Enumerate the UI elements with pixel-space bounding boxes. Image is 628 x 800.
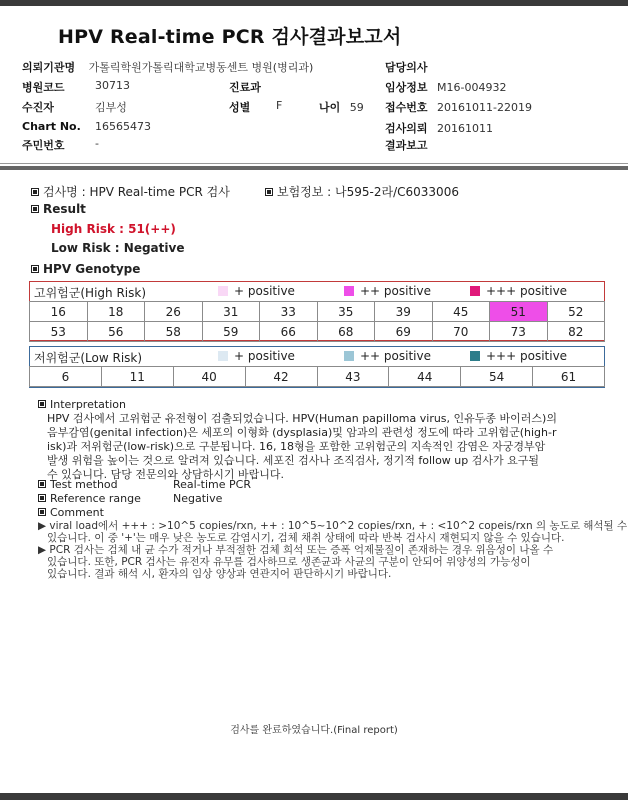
sex-label: 성별	[229, 101, 251, 114]
legend-plus3-label: +++ positive	[486, 349, 568, 363]
genotype-cell: 26	[145, 302, 203, 322]
department-field	[229, 79, 261, 95]
test-request-value: 20161011	[437, 122, 494, 135]
result-heading-line	[31, 202, 86, 216]
table-row	[30, 322, 605, 342]
interpretation-line: 음부감염(genital infection)은 세포의 이형화 (dysplasia)및 암과의 관련성 정도에 따라 고위험군(high-r	[47, 426, 557, 439]
low-risk-header	[29, 346, 605, 366]
legend-plus-label: + positive	[234, 284, 295, 298]
high-risk-group-label: 고위험군(High Risk)	[34, 286, 146, 300]
reference-range-line	[38, 492, 141, 505]
low-risk-group-label: 저위험군(Low Risk)	[34, 351, 143, 365]
comment-line: 있습니다. 또한, PCR 검사는 유전자 유무를 검사하므로 생존균과 사균의 구분이 안되어 위양성의 가능성이	[47, 556, 531, 568]
bullet-square-icon	[31, 205, 39, 213]
reference-range-value: Negative	[173, 492, 223, 505]
bullet-square-icon	[265, 188, 273, 196]
age-value: 59	[349, 101, 364, 114]
genotype-cell: 6	[30, 367, 102, 387]
hospital-code-label: 병원코드	[22, 81, 65, 94]
comment-line: ▶ viral load에서 +++ : >10^5 copies/rxn, ++ : 10^5~10^2 copies/rxn, + : <10^2 copeis/rxn 의 농도로 해석될 수	[38, 520, 628, 532]
resident-no-value: -	[95, 137, 99, 150]
legend-plus-swatch	[218, 351, 228, 361]
examinee-value: 김부성	[95, 101, 127, 114]
top-border-bar	[0, 0, 628, 6]
examinee-field	[22, 99, 127, 115]
chart-no-label: Chart No.	[22, 120, 81, 133]
report-title: HPV Real-time PCR 검사결과보고서	[58, 26, 402, 48]
genotype-cell: 35	[317, 302, 375, 322]
receipt-no-label: 접수번호	[385, 101, 428, 114]
genotype-cell: 51	[490, 302, 548, 322]
genotype-cell: 40	[173, 367, 245, 387]
doctor-label: 담당의사	[385, 61, 428, 74]
genotype-cell: 45	[432, 302, 490, 322]
genotype-cell: 70	[432, 322, 490, 342]
resident-no-label: 주민번호	[22, 139, 65, 152]
genotype-cell: 66	[260, 322, 318, 342]
insurance-line	[265, 183, 459, 200]
comment-line: ▶ PCR 검사는 검체 내 균 수가 적거나 부적절한 검체 희석 또는 증폭 억제물질이 존재하는 경우 위음성이 나올 수	[38, 544, 554, 556]
high-risk-header	[29, 281, 605, 301]
legend-plus2-swatch	[344, 286, 354, 296]
sex-value: F	[276, 99, 283, 112]
genotype-cell: 39	[375, 302, 433, 322]
genotype-cell: 69	[375, 322, 433, 342]
legend-plus3-swatch	[470, 351, 480, 361]
table-row	[30, 367, 605, 387]
genotype-cell: 52	[547, 302, 605, 322]
comment-line: 있습니다. 이 중 '+'는 매우 낮은 농도로 감염시기, 검체 채취 상태에 따라 반복 검사시 재현되지 않을 수 있습니다.	[47, 532, 565, 544]
high-risk-genotype-table	[29, 301, 605, 342]
genotype-cell: 44	[389, 367, 461, 387]
bullet-square-icon	[31, 188, 39, 196]
result-report-field	[385, 137, 428, 153]
genotype-cell: 82	[547, 322, 605, 342]
bullet-square-icon	[31, 265, 39, 273]
interpretation-line: isk)과 저위험군(low-risk)으로 구분됩니다. 16, 18형을 포함한 고위험군의 지속적인 감염은 자궁경부암	[47, 440, 546, 453]
bottom-border-bar	[0, 793, 628, 800]
result-report-label: 결과보고	[385, 139, 428, 152]
low-risk-genotype-table	[29, 366, 605, 387]
header-divider	[0, 163, 628, 164]
chart-no-field	[22, 120, 151, 133]
genotype-heading: HPV Genotype	[43, 262, 141, 276]
interpretation-body	[47, 412, 612, 482]
department-label: 진료과	[229, 81, 261, 94]
header-divider-thick	[0, 166, 628, 170]
comment-heading: Comment	[50, 506, 104, 519]
test-request-label: 검사의뢰	[385, 122, 428, 135]
interpretation-heading: Interpretation	[50, 398, 126, 411]
interpretation-line: 수 있습니다. 담당 전문의와 상담하시기 바랍니다.	[47, 468, 284, 481]
hospital-code-field	[22, 79, 130, 95]
genotype-cell: 61	[533, 367, 605, 387]
receipt-no-value: 20161011-22019	[437, 101, 532, 114]
genotype-cell: 56	[87, 322, 145, 342]
test-request-field	[385, 120, 493, 136]
genotype-cell: 58	[145, 322, 203, 342]
genotype-cell: 11	[101, 367, 173, 387]
comment-line: 있습니다. 결과 해석 시, 환자의 임상 양상과 연관지어 판단하시기 바랍니다.	[47, 568, 392, 580]
clinical-info-label: 임상정보	[385, 81, 428, 94]
exam-name-line	[31, 183, 230, 200]
genotype-cell: 16	[30, 302, 88, 322]
institution-value: 가톨릭학원가톨릭대학교병동센트 병원(병리과)	[88, 61, 314, 74]
test-method-value: Real-time PCR	[173, 478, 251, 491]
genotype-cell: 73	[490, 322, 548, 342]
interpretation-line: 발생 위험을 높이는 것으로 알려져 있습니다. 세포진 검사나 조직검사, 정기적 follow up 검사가 요구될	[47, 454, 540, 467]
genotype-cell: 31	[202, 302, 260, 322]
resident-no-field	[22, 137, 99, 153]
clinical-info-field	[385, 79, 506, 95]
genotype-cell: 53	[30, 322, 88, 342]
genotype-cell: 43	[317, 367, 389, 387]
legend-plus3-label: +++ positive	[486, 284, 568, 298]
legend-plus2-swatch	[344, 351, 354, 361]
bullet-square-icon	[38, 400, 46, 408]
institution-field	[22, 59, 313, 75]
genotype-heading-line	[31, 262, 140, 276]
institution-label: 의뢰기관명	[22, 61, 76, 74]
bullet-square-icon	[38, 480, 46, 488]
reference-range-label: Reference range	[50, 492, 141, 505]
genotype-cell: 68	[317, 322, 375, 342]
low-risk-result: Low Risk : Negative	[51, 241, 185, 255]
age-label: 나이	[319, 101, 341, 114]
final-report-note: 검사를 완료하였습니다.(Final report)	[230, 725, 398, 736]
genotype-cell: 18	[87, 302, 145, 322]
test-method-line	[38, 478, 118, 491]
bullet-square-icon	[38, 494, 46, 502]
genotype-cell: 59	[202, 322, 260, 342]
insurance-info: 보험정보 : 나595-2라/C6033006	[277, 185, 459, 199]
age-field	[319, 99, 364, 115]
doctor-field	[385, 59, 428, 75]
bullet-square-icon	[38, 508, 46, 516]
legend-plus2-label: ++ positive	[360, 284, 431, 298]
high-risk-result: High Risk : 51(++)	[51, 222, 176, 236]
legend-plus-label: + positive	[234, 349, 295, 363]
legend-plus-swatch	[218, 286, 228, 296]
examinee-label: 수진자	[22, 101, 54, 114]
clinical-info-value: M16-004932	[437, 81, 507, 94]
chart-no-value: 16565473	[95, 120, 151, 133]
interpretation-line: HPV 검사에서 고위험군 유전형이 검출되었습니다. HPV(Human papilloma virus, 인유두종 바이러스)의	[47, 412, 557, 425]
sex-field	[229, 99, 283, 115]
receipt-no-field	[385, 99, 532, 115]
exam-name: 검사명 : HPV Real-time PCR 검사	[43, 185, 230, 199]
table-row	[30, 302, 605, 322]
comment-heading-line	[38, 506, 104, 519]
genotype-cell: 42	[245, 367, 317, 387]
genotype-cell: 54	[461, 367, 533, 387]
test-method-label: Test method	[50, 478, 118, 491]
genotype-cell: 33	[260, 302, 318, 322]
legend-plus3-swatch	[470, 286, 480, 296]
interpretation-heading-line	[38, 398, 126, 411]
result-heading: Result	[43, 202, 86, 216]
legend-plus2-label: ++ positive	[360, 349, 431, 363]
hospital-code-value: 30713	[95, 79, 130, 92]
